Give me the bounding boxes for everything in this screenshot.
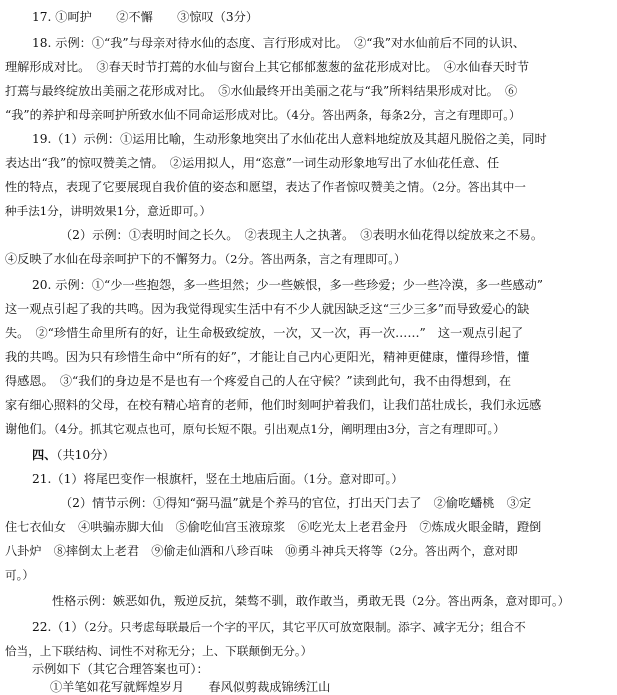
answer-line [5, 155, 617, 171]
line-text: 22.（1） [32, 620, 84, 634]
line-text: ④反映了水仙在母亲呵护下的不懈努力。 [5, 252, 225, 266]
answer-line [60, 495, 617, 511]
answer-line [60, 227, 617, 243]
line-text: 得感恩。 ③“我们的身边是不是也有一个疼爱自己的人在守候？”读到此句，我不由得想到，在 [5, 374, 512, 388]
line-note: 种手法1分，讲明效果1分，意近即可。） [5, 204, 212, 218]
line-note: （4分。答出两条，每条2分，言之有理即可。） [285, 108, 521, 122]
line-text: ①羊笔如花写就辉煌岁月 春风似剪裁成锦绣江山 [50, 680, 331, 694]
answer-line [5, 83, 617, 99]
line-text: 19.（1）示例：①运用比喻，生动形象地突出了水仙花出人意料地绽放及其超凡脱俗之美，同时 [32, 132, 547, 146]
section-number: 四、 [32, 448, 57, 462]
line-note: （2分。答出其中一 [431, 180, 526, 194]
line-text: 打蔫与最终绽放出美丽之花形成对比。 ⑤水仙最终开出美丽之花与“我”所料结果形成对比。 ⑥ [5, 84, 518, 98]
line-note: （2分。只考虑每联最后一个字的平仄，其它平仄可放宽限制。添字、减字无分；组合不 [83, 620, 526, 634]
answer-line [5, 373, 617, 389]
line-text: 性格示例：嫉恶如仇，叛逆反抗，桀骜不驯，敢作敢当，勇敢无畏 [52, 594, 406, 608]
answer-line [5, 107, 617, 123]
answer-line [5, 543, 617, 559]
answer-line [5, 397, 617, 413]
answer-line [32, 277, 617, 293]
line-note: 恰当，上下联结构、词性不对称无分；上、下联颠倒无分。） [5, 644, 313, 658]
line-note: （4分。抓其它观点也可，原句长短不限。引出观点1分，阐明理由3分，言之有理即可。） [53, 422, 505, 436]
line-text: 21.（1）将尾巴变作一根旗杆，竖在土地庙后面。 [32, 472, 303, 486]
line-text: 表达出“我”的惊叹赞美之情。 ②运用拟人，用“恣意”一词生动形象地写出了水仙花任意、任 [5, 156, 500, 170]
line-text: 17. ①呵护 ②不懈 ③惊叹（3分） [32, 10, 259, 24]
answer-line [32, 471, 617, 487]
answer-line [5, 519, 617, 535]
answer-line [32, 661, 617, 677]
line-note: （2分。答出两条，意对即可。） [405, 594, 570, 608]
line-text: 谢他们。 [5, 422, 54, 436]
answer-line [5, 301, 617, 317]
line-text: 失。 ②“珍惜生命里所有的好，让生命极致绽放，一次，又一次，再一次……” 这一观点引起了 [5, 326, 524, 340]
answer-line [5, 251, 617, 267]
answer-line [32, 131, 617, 147]
line-text: 理解形成对比。 ③春天时节打蔫的水仙与窗台上其它郁郁葱葱的盆花形成对比。 ④水仙春天时节 [5, 60, 530, 74]
answer-line [5, 421, 617, 437]
answer-line [5, 349, 617, 365]
line-text: 家有细心照料的父母，在校有精心培育的老师，他们时刻呵护着我们，让我们茁壮成长，我们永远感 [5, 398, 542, 412]
line-text: 示例如下（其它合理答案也可）： [32, 662, 209, 676]
answer-line [32, 35, 617, 51]
answer-line [5, 59, 617, 75]
answer-line [5, 325, 617, 341]
line-text: （2）情节示例：①得知“弼马温”就是个养马的官位，打出天门去了 ②偷吃蟠桃 ③定 [60, 496, 532, 510]
answer-line [5, 179, 617, 195]
line-text: 八卦炉 ⑧摔倒太上老君 ⑨偷走仙酒和八珍百味 ⑩勇斗神兵天将等 [5, 544, 383, 558]
line-note: （1分。意对即可。） [302, 472, 404, 486]
line-text: 我的共鸣。因为只有珍惜生命中“所有的好”，才能让自己内心更阳光，精神更健康，懂得珍惜，懂 [5, 350, 530, 364]
answer-line [52, 593, 617, 609]
answer-line [5, 203, 617, 219]
answer-line [50, 679, 617, 695]
section-heading [32, 447, 617, 463]
line-note: （2分。答出两个，意对即 [382, 544, 518, 558]
line-text: 这一观点引起了我的共鸣。因为我觉得现实生活中有不少人就因缺乏这“三少三多”而导致爱心的缺 [5, 302, 530, 316]
line-text: （2）示例：①表明时间之长久。 ②表现主人之执著。 ③表明水仙花得以绽放来之不易。 [60, 228, 544, 242]
line-text: 20. 示例：①“少一些抱怨，多一些坦然；少一些嫉恨，多一些珍爱；少一些冷漠，多一些感动” [32, 278, 544, 292]
section-score: （共10分） [56, 448, 115, 462]
line-text: 性的特点，表现了它要展现自我价值的姿态和愿望，表达了作者惊叹赞美之情。 [5, 180, 432, 194]
line-text: 住七衣仙女 ④哄骗赤脚大仙 ⑤偷吃仙宫玉液琼浆 ⑥吃光太上老君金丹 ⑦炼成火眼金睛，蹬倒 [5, 520, 542, 534]
answer-line [32, 9, 617, 25]
answer-line [32, 619, 617, 635]
answer-line [5, 643, 617, 659]
answer-line [5, 567, 617, 583]
line-text: “我”的养护和母亲呵护所致水仙不同命运形成对比。 [5, 108, 286, 122]
line-text: 18. 示例：①“我”与母亲对待水仙的态度、言行形成对比。 ②“我”对水仙前后不同的认识、 [32, 36, 526, 50]
line-note: （2分。答出两条，言之有理即可。） [224, 252, 406, 266]
line-note: 可。） [5, 568, 34, 582]
